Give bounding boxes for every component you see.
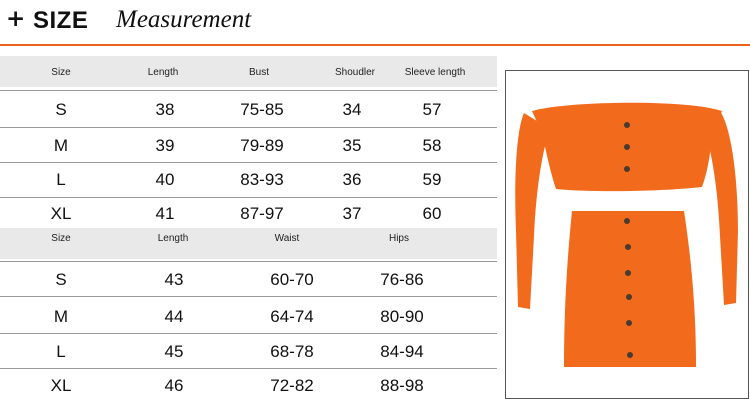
- length-cell: 39: [155, 136, 175, 155]
- sleeve-length-cell: 57: [422, 100, 442, 119]
- table-row: [0, 335, 497, 369]
- column-header-waist: Waist: [274, 233, 300, 244]
- plus-sign: +: [6, 6, 26, 32]
- length-cell: 44: [164, 307, 184, 326]
- waist-cell: 68-78: [270, 342, 314, 361]
- row-divider: [0, 333, 497, 334]
- row-divider: [0, 127, 497, 128]
- column-header-length: Length: [157, 233, 189, 244]
- bust-cell: 83-93: [240, 170, 284, 189]
- measurement-title: Measurement: [116, 6, 252, 33]
- size-cell: S: [55, 100, 67, 119]
- length-cell: 43: [164, 270, 184, 289]
- table-header-row: [0, 56, 497, 87]
- table-row: [0, 93, 497, 127]
- table-row: [0, 300, 497, 334]
- size-cell: S: [55, 270, 67, 289]
- length-cell: 38: [155, 100, 175, 119]
- mini-skirt: [564, 211, 696, 367]
- hips-cell: 76-86: [380, 270, 424, 289]
- table-row: [0, 129, 497, 163]
- sleeve-length-cell: 59: [422, 170, 442, 189]
- column-header-sleeve-length: Sleeve length: [404, 67, 466, 78]
- size-title: SIZE: [33, 7, 89, 34]
- table-row: [0, 163, 497, 197]
- table-row: [0, 369, 497, 400]
- hips-cell: 80-90: [380, 307, 424, 326]
- length-cell: 41: [155, 204, 175, 223]
- size-cell: XL: [50, 376, 72, 395]
- column-header-size: Size: [51, 67, 71, 78]
- size-cell: L: [56, 342, 66, 361]
- length-cell: 46: [164, 376, 184, 395]
- bottom-size-table: [0, 228, 497, 400]
- hips-cell: 84-94: [380, 342, 424, 361]
- waist-cell: 60-70: [270, 270, 314, 289]
- size-cell: L: [56, 170, 66, 189]
- shoulder-cell: 35: [342, 136, 362, 155]
- shoulder-cell: 37: [342, 204, 362, 223]
- size-cell: M: [53, 136, 69, 155]
- bust-cell: 75-85: [240, 100, 284, 119]
- column-header-bust: Bust: [248, 67, 270, 78]
- bust-cell: 79-89: [240, 136, 284, 155]
- table-row: [0, 263, 497, 297]
- row-divider: [0, 90, 497, 91]
- column-header-length: Length: [147, 67, 179, 78]
- row-divider: [0, 296, 497, 297]
- top-size-table: [0, 56, 497, 228]
- table-row: [0, 197, 497, 231]
- table-header-row: [0, 228, 497, 259]
- column-header-hips: Hips: [388, 233, 410, 244]
- page-header: [0, 0, 750, 44]
- size-cell: XL: [50, 204, 72, 223]
- shoulder-cell: 36: [342, 170, 362, 189]
- orange-two-piece-outfit-illustration: [506, 71, 748, 398]
- product-photo: [505, 70, 749, 399]
- waist-cell: 64-74: [270, 307, 314, 326]
- sleeve-length-cell: 60: [422, 204, 442, 223]
- column-header-shoulder: Shoudler: [334, 67, 376, 78]
- row-divider: [0, 261, 497, 262]
- header-divider: [0, 44, 750, 46]
- hips-cell: 88-98: [380, 376, 424, 395]
- length-cell: 40: [155, 170, 175, 189]
- length-cell: 45: [164, 342, 184, 361]
- size-cell: M: [53, 307, 69, 326]
- column-header-size: Size: [51, 233, 71, 244]
- sleeve-length-cell: 58: [422, 136, 442, 155]
- shoulder-cell: 34: [342, 100, 362, 119]
- bust-cell: 87-97: [240, 204, 284, 223]
- waist-cell: 72-82: [270, 376, 314, 395]
